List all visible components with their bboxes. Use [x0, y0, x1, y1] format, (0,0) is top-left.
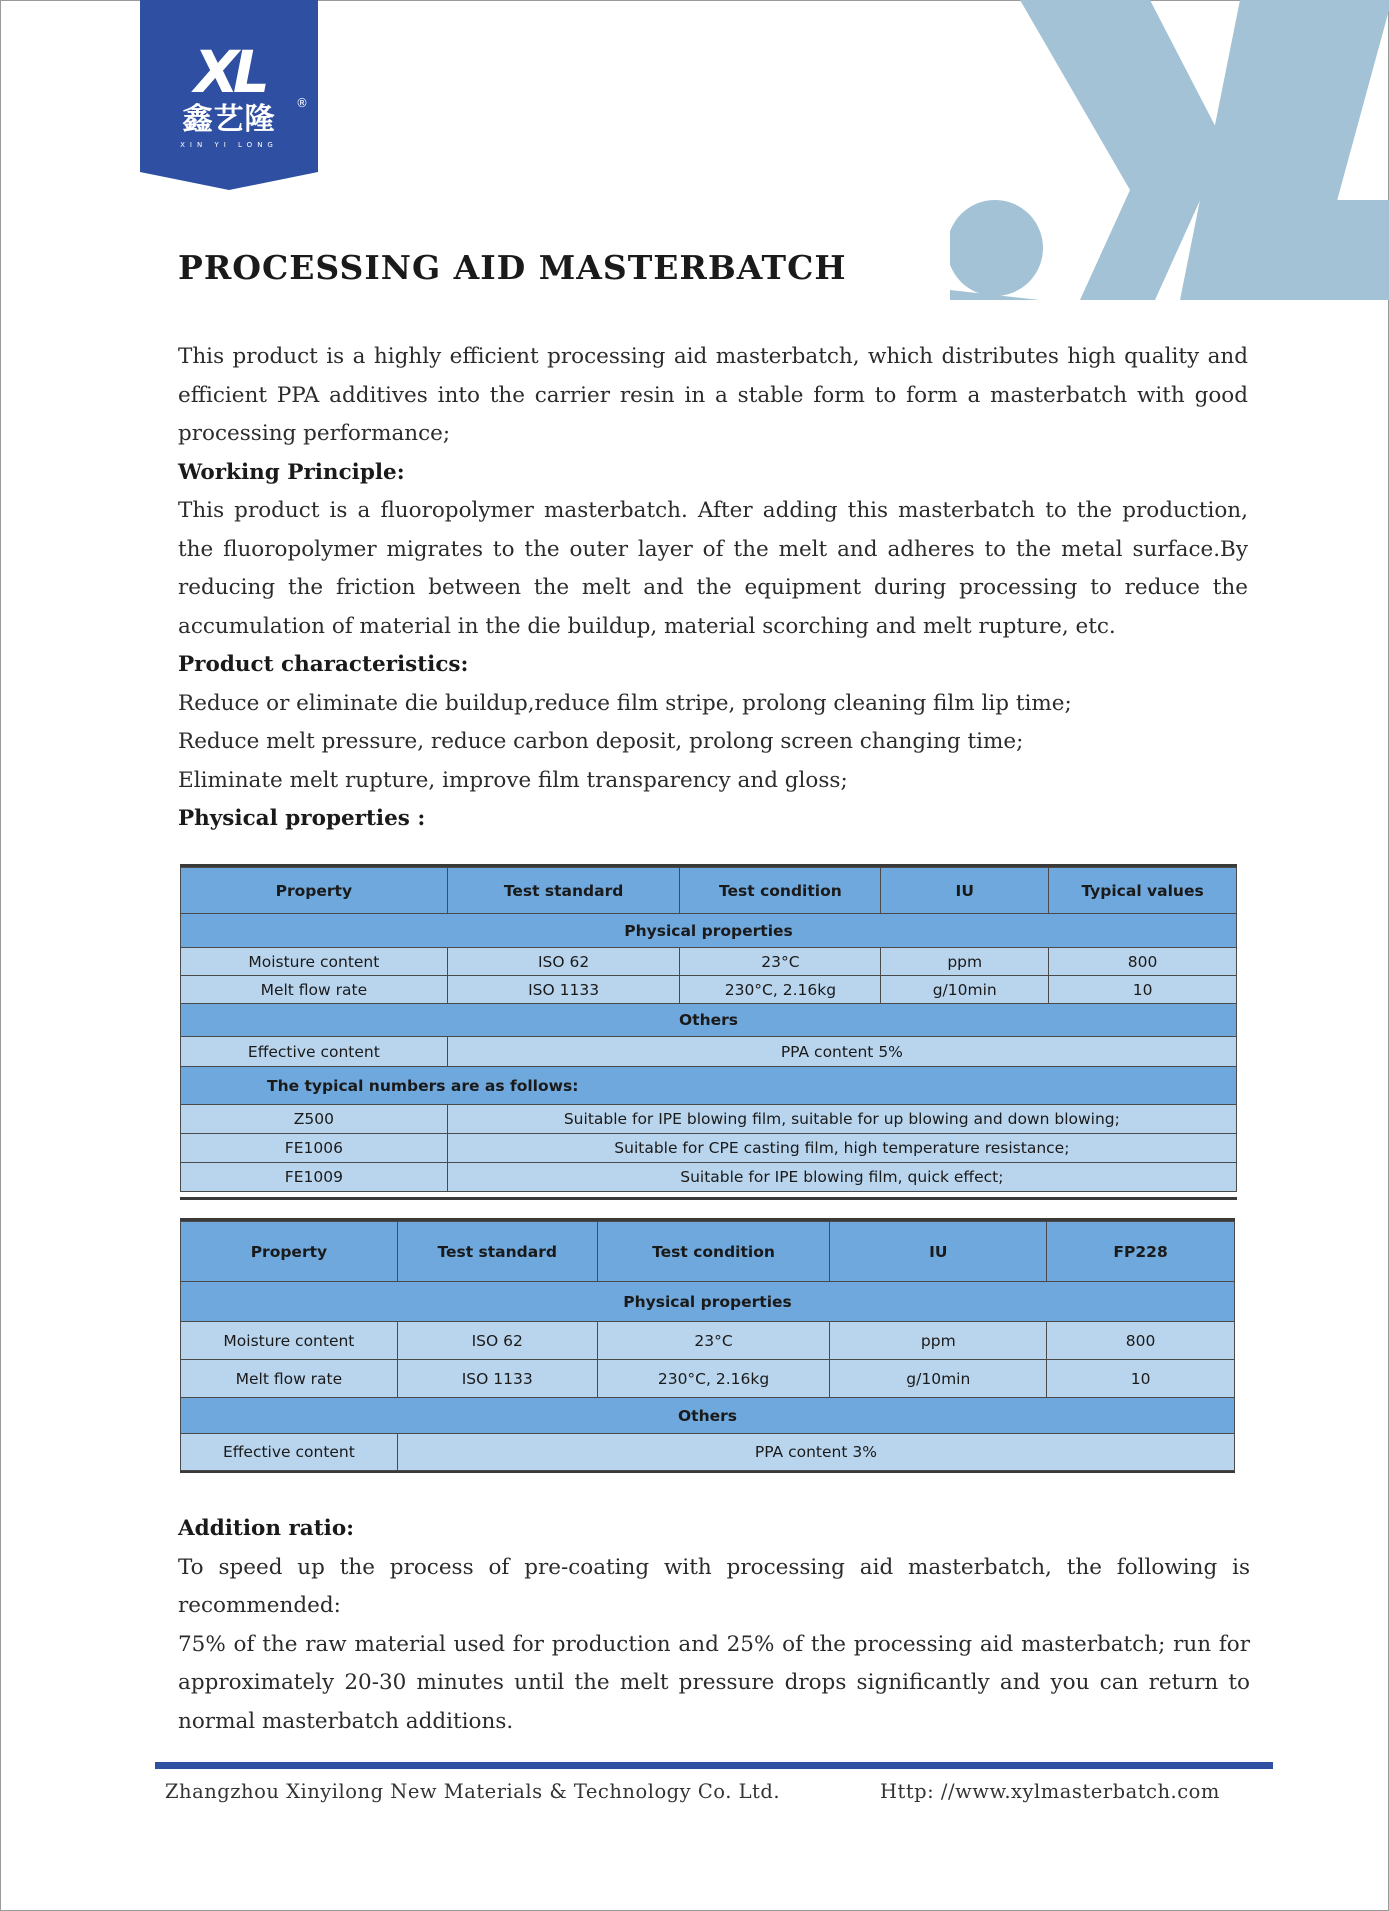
table-cell: FE1009 [181, 1163, 448, 1192]
working-principle-heading: Working Principle: [178, 459, 405, 485]
table-cell: ISO 1133 [447, 976, 680, 1004]
registered-mark: ® [296, 96, 308, 110]
addition-paragraph-1: To speed up the process of pre-coating with processing aid masterbatch, the following is recommended: [178, 1554, 1250, 1618]
table-cell: 230°C, 2.16kg [680, 976, 881, 1004]
table-row [181, 1163, 1237, 1192]
physical-properties-heading: Physical properties : [178, 806, 426, 831]
table-cell: Effective content [181, 1434, 398, 1471]
table-cell: 800 [1049, 948, 1237, 976]
table-row [181, 976, 1237, 1004]
decorative-xl-graphic [950, 0, 1389, 300]
working-principle-text: This product is a fluoropolymer masterbatch. After adding this masterbatch to the production, the fluoropolymer migrates to the outer layer of the melt and adheres to the metal surface.By reducing the friction between the melt and the equipment during processing to reduce the accumulation of material in the die buildup, material scorching and melt rupture, etc. [178, 498, 1248, 639]
footer-company: Zhangzhou Xinyilong New Materials & Technology Co. Ltd. [165, 1780, 781, 1803]
table-header-row [181, 1222, 1235, 1282]
table-cell: Melt flow rate [181, 1360, 398, 1398]
table-cell: 230°C, 2.16kg [597, 1360, 830, 1398]
logo-pinyin: XIN YI LONG [180, 141, 278, 149]
section-physical: Physical properties [181, 914, 1237, 948]
table-cell: Moisture content [181, 1322, 398, 1360]
characteristic-item: Eliminate melt rupture, improve film transparency and gloss; [178, 767, 848, 793]
table-row [181, 1037, 1237, 1067]
addition-heading: Addition ratio: [178, 1516, 355, 1541]
section-others: Others [181, 1004, 1237, 1037]
page-title: PROCESSING AID MASTERBATCH [178, 248, 847, 287]
table-cell: ISO 62 [447, 948, 680, 976]
section-row [181, 1282, 1235, 1322]
table-header-row [181, 868, 1237, 914]
section-typical-numbers: The typical numbers are as follows: [181, 1067, 1237, 1105]
header-cell: Property [181, 1222, 398, 1282]
table-cell: ppm [881, 948, 1049, 976]
header-cell: Property [181, 868, 448, 914]
table-cell: Suitable for IPE blowing film, suitable for up blowing and down blowing; [447, 1105, 1236, 1134]
intro-paragraph: This product is a highly efficient processing aid masterbatch, which distributes high quality and efficient PPA additives into the carrier resin in a stable form to form a masterbatch with good processing performance; [178, 344, 1248, 446]
properties-table-1 [180, 867, 1237, 1192]
section-physical: Physical properties [181, 1282, 1235, 1322]
table-row [181, 1322, 1235, 1360]
section-row [181, 1067, 1237, 1105]
footer-divider [155, 1762, 1273, 1769]
section-row [181, 1004, 1237, 1037]
header-cell: Test condition [680, 868, 881, 914]
header-cell: IU [830, 1222, 1047, 1282]
brand-logo [140, 0, 318, 190]
table-row [181, 948, 1237, 976]
table-row [181, 1360, 1235, 1398]
properties-table-2 [180, 1221, 1235, 1471]
header-cell: Test standard [447, 868, 680, 914]
table-cell: Effective content [181, 1037, 448, 1067]
table-cell: ISO 1133 [397, 1360, 597, 1398]
intro-section [178, 338, 1248, 839]
table-cell: 10 [1049, 976, 1237, 1004]
section-others: Others [181, 1398, 1235, 1434]
addition-paragraph-2: 75% of the raw material used for production and 25% of the processing aid masterbatch; run for approximately 20-30 minutes until the melt pressure drops significantly and you can return to normal masterbatch additions. [178, 1631, 1250, 1734]
header-cell: IU [881, 868, 1049, 914]
table-cell: Moisture content [181, 948, 448, 976]
table-row [181, 1134, 1237, 1163]
table-cell: Suitable for IPE blowing film, quick effect; [447, 1163, 1236, 1192]
logo-mark: XL [194, 38, 264, 106]
table-cell: g/10min [830, 1360, 1047, 1398]
characteristic-item: Reduce melt pressure, reduce carbon deposit, prolong screen changing time; [178, 729, 1024, 754]
header-cell: Test standard [397, 1222, 597, 1282]
table-cell: PPA content 5% [447, 1037, 1236, 1067]
table-cell: FE1006 [181, 1134, 448, 1163]
section-row [181, 914, 1237, 948]
header-cell: FP228 [1047, 1222, 1235, 1282]
logo-chinese-name: 鑫艺隆 [182, 102, 276, 137]
table-row [181, 1105, 1237, 1134]
table-cell: 23°C [680, 948, 881, 976]
header-cell: Typical values [1049, 868, 1237, 914]
table-cell: ISO 62 [397, 1322, 597, 1360]
addition-section [178, 1510, 1250, 1741]
table-cell: ppm [830, 1322, 1047, 1360]
header-cell: Test condition [597, 1222, 830, 1282]
section-row [181, 1398, 1235, 1434]
table-row [181, 1434, 1235, 1471]
footer-url: Http: //www.xylmasterbatch.com [880, 1780, 1220, 1803]
table-cell: 23°C [597, 1322, 830, 1360]
table-cell: PPA content 3% [397, 1434, 1234, 1471]
table-cell: Z500 [181, 1105, 448, 1134]
table-cell: g/10min [881, 976, 1049, 1004]
table-cell: Suitable for CPE casting film, high temperature resistance; [447, 1134, 1236, 1163]
characteristics-heading: Product characteristics: [178, 652, 469, 677]
characteristic-item: Reduce or eliminate die buildup,reduce film stripe, prolong cleaning film lip time; [178, 690, 1072, 716]
table-cell: 10 [1047, 1360, 1235, 1398]
table-cell: Melt flow rate [181, 976, 448, 1004]
table-cell: 800 [1047, 1322, 1235, 1360]
